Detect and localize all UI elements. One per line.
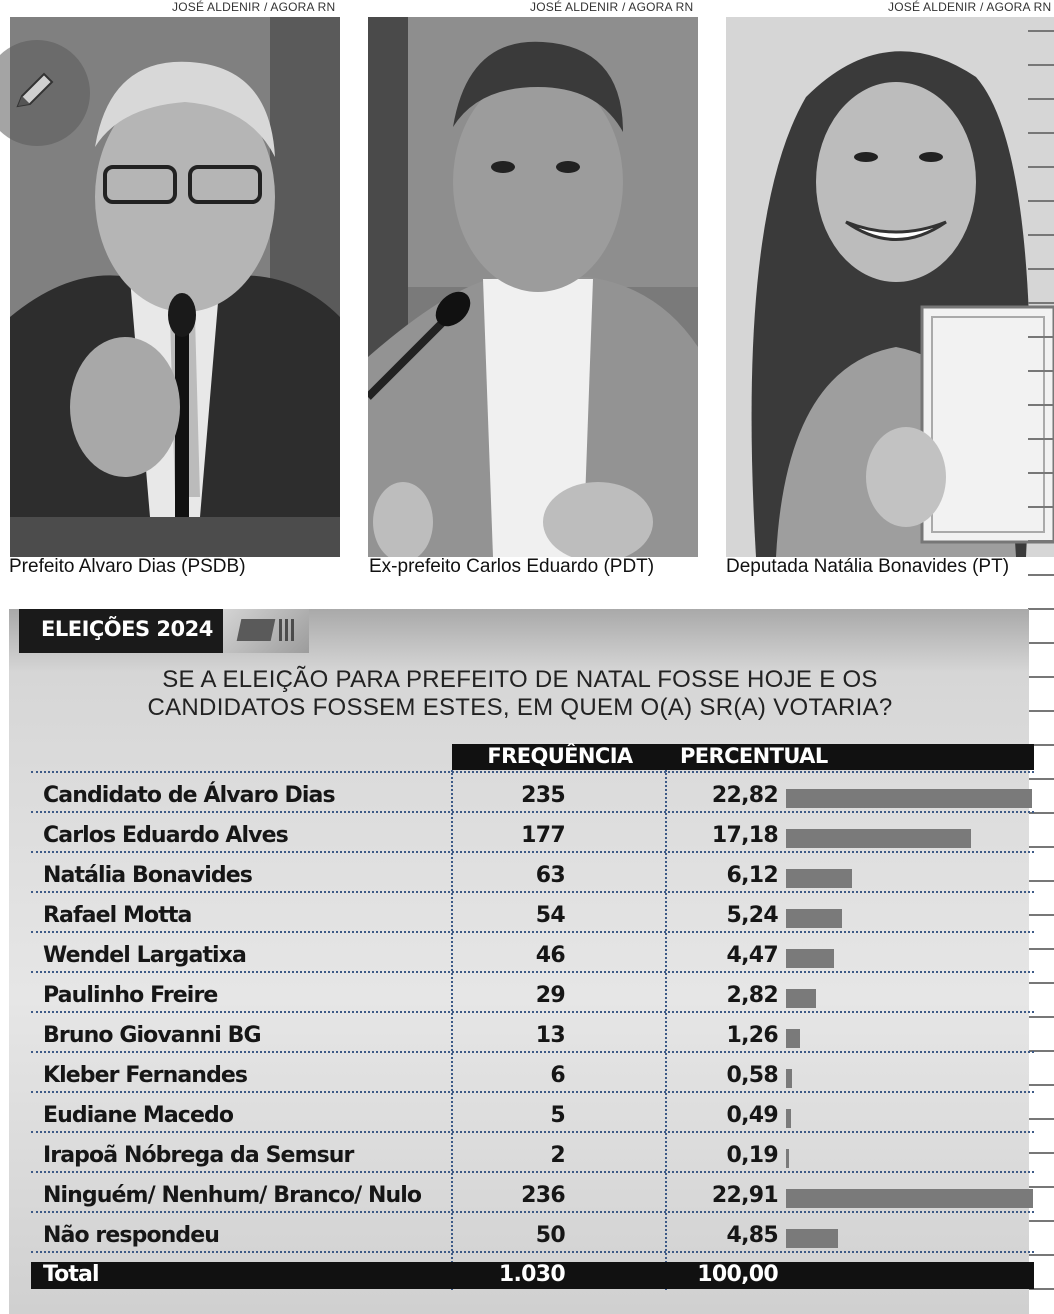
frequency-value: 46 [535, 943, 565, 968]
percent-bar [786, 909, 842, 928]
section-tag [19, 609, 309, 653]
percent-bar [786, 1189, 1033, 1208]
ruler-tick [1028, 608, 1054, 610]
candidate-name: Candidato de Álvaro Dias [43, 783, 335, 808]
photo-credit-2: JOSÉ ALDENIR / AGORA RN [530, 0, 694, 14]
percent-value: 2,82 [726, 983, 778, 1008]
ruler-tick [1028, 574, 1054, 576]
row-separator [31, 971, 1034, 973]
row-separator [31, 811, 1034, 813]
ruler-tick [1028, 234, 1054, 236]
ruler-tick [1028, 302, 1054, 304]
percent-value: 4,85 [726, 1223, 778, 1248]
ruler-tick [1028, 676, 1054, 678]
frequency-value: 177 [521, 823, 565, 848]
ruler-tick [1028, 268, 1054, 270]
total-frequency: 1.030 [498, 1262, 565, 1287]
section-tag-label: ELEIÇÕES 2024 [41, 617, 213, 641]
percent-value: 0,49 [726, 1103, 778, 1128]
frequency-value: 50 [535, 1223, 565, 1248]
ruler-tick [1028, 506, 1054, 508]
ruler-tick [1028, 336, 1054, 338]
poll-question-line-1: SE A ELEIÇÃO PARA PREFEITO DE NATAL FOSSE HOJE E OS [162, 666, 878, 693]
percent-value: 22,82 [711, 783, 778, 808]
row-separator [31, 891, 1034, 893]
percent-value: 0,19 [726, 1143, 778, 1168]
frequency-value: 235 [521, 783, 565, 808]
ruler-tick [1028, 64, 1054, 66]
total-percent: 100,00 [697, 1262, 778, 1287]
pencil-icon [10, 66, 60, 116]
percent-value: 4,47 [726, 943, 778, 968]
percent-bar [786, 1029, 800, 1048]
candidate-name: Eudiane Macedo [43, 1103, 234, 1128]
row-separator [31, 851, 1034, 853]
percent-bar [786, 1229, 838, 1248]
percent-bar [786, 829, 971, 848]
row-separator [31, 1051, 1034, 1053]
row-separator [31, 1171, 1034, 1173]
ruler-tick [1028, 472, 1054, 474]
percent-bar [786, 949, 834, 968]
photo-credit-3: JOSÉ ALDENIR / AGORA RN [888, 0, 1052, 14]
percent-bar [786, 1109, 791, 1128]
candidate-name: Carlos Eduardo Alves [43, 823, 288, 848]
ruler-tick [1028, 540, 1054, 542]
row-separator [31, 1131, 1034, 1133]
frequency-value: 6 [550, 1063, 565, 1088]
frequency-value: 29 [535, 983, 565, 1008]
row-separator [31, 1211, 1034, 1213]
percent-value: 5,24 [726, 903, 778, 928]
row-separator [31, 1011, 1034, 1013]
candidate-name: Ninguém/ Nenhum/ Branco/ Nulo [43, 1183, 422, 1208]
row-separator [31, 1251, 1034, 1253]
percent-bar [786, 1069, 792, 1088]
percent-value: 22,91 [711, 1183, 778, 1208]
frequency-value: 63 [535, 863, 565, 888]
photo-natalia-bonavides [726, 17, 1054, 557]
row-separator [31, 931, 1034, 933]
candidate-name: Não respondeu [43, 1223, 220, 1248]
percent-value: 17,18 [711, 823, 778, 848]
percent-bar [786, 1149, 789, 1168]
ruler-tick [1028, 404, 1054, 406]
ruler-tick [1028, 132, 1054, 134]
photo-carlos-eduardo [368, 17, 698, 557]
ballot-box-icon [223, 609, 309, 653]
frequency-value: 2 [550, 1143, 565, 1168]
candidate-name: Natália Bonavides [43, 863, 252, 888]
ruler-tick [1028, 710, 1054, 712]
percent-bar [786, 989, 816, 1008]
frequency-value: 54 [535, 903, 565, 928]
ruler-tick [1028, 200, 1054, 202]
percent-value: 6,12 [726, 863, 778, 888]
percent-bar [786, 869, 852, 888]
ruler-tick [1028, 642, 1054, 644]
candidate-name: Kleber Fernandes [43, 1063, 248, 1088]
header-frequencia: FREQUÊNCIA [487, 744, 633, 768]
ruler-tick [1028, 438, 1054, 440]
frequency-value: 236 [521, 1183, 565, 1208]
header-percentual: PERCENTUAL [680, 744, 828, 768]
caption-carlos-eduardo: Ex-prefeito Carlos Eduardo (PDT) [369, 556, 655, 577]
candidate-name: Wendel Largatixa [43, 943, 246, 968]
poll-question [120, 666, 920, 722]
percent-value: 0,58 [726, 1063, 778, 1088]
row-separator [31, 771, 1034, 773]
ruler-tick [1028, 166, 1054, 168]
candidate-name: Paulinho Freire [43, 983, 218, 1008]
ruler-tick [1028, 30, 1054, 32]
ruler-tick [1028, 98, 1054, 100]
percent-bar [786, 789, 1032, 808]
poll-question-line-2: CANDIDATOS FOSSEM ESTES, EM QUEM O(A) SR(A) VOTARIA? [147, 694, 893, 721]
caption-alvaro-dias: Prefeito Alvaro Dias (PSDB) [9, 556, 246, 577]
candidate-name: Bruno Giovanni BG [43, 1023, 261, 1048]
candidate-name: Rafael Motta [43, 903, 192, 928]
photo-credit-1: JOSÉ ALDENIR / AGORA RN [172, 0, 336, 14]
ruler-tick [1028, 370, 1054, 372]
row-separator [31, 1091, 1034, 1093]
frequency-value: 13 [535, 1023, 565, 1048]
candidate-name: Irapoã Nóbrega da Semsur [43, 1143, 354, 1168]
percent-value: 1,26 [726, 1023, 778, 1048]
total-label: Total [43, 1262, 99, 1287]
frequency-value: 5 [550, 1103, 565, 1128]
caption-natalia-bonavides: Deputada Natália Bonavides (PT) [726, 556, 1010, 577]
